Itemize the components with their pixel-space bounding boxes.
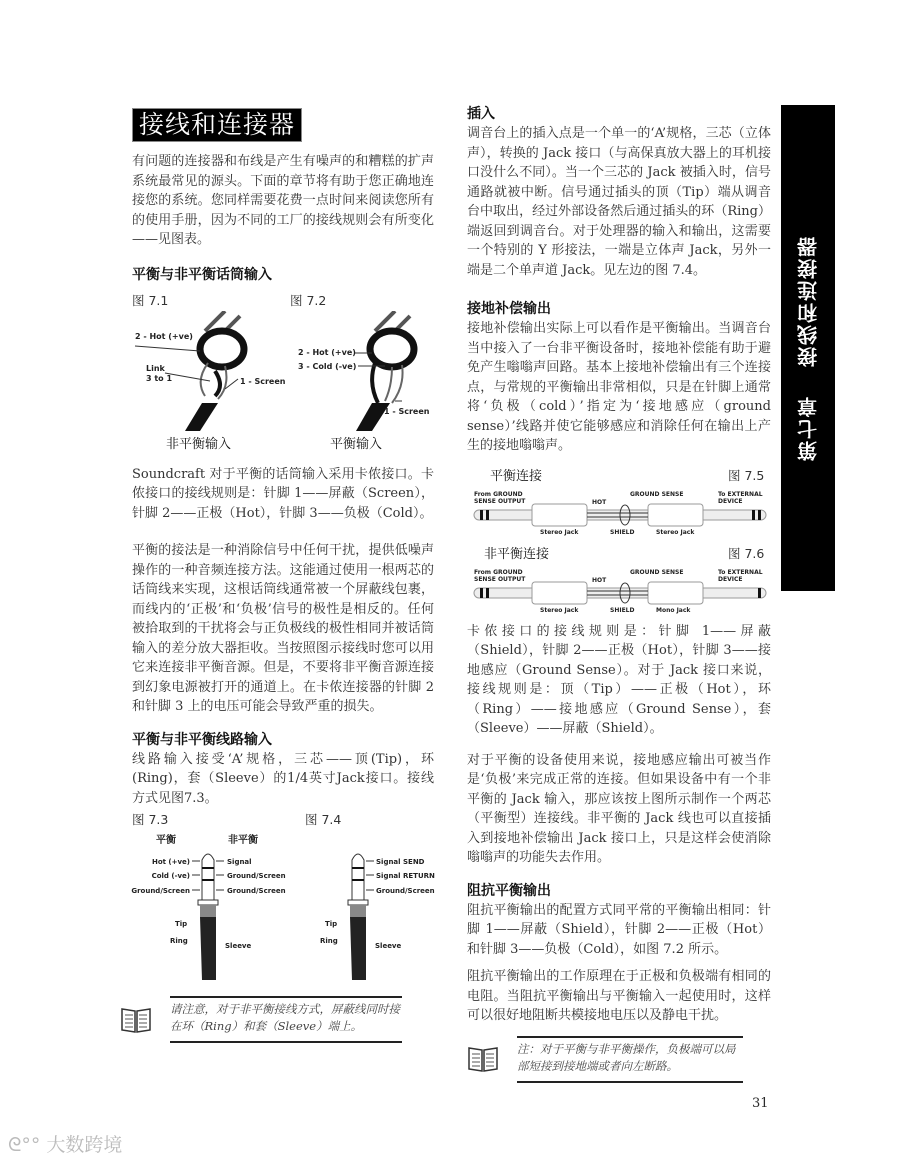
- svg-text:Cold (-ve): Cold (-ve): [151, 872, 190, 880]
- insert-heading: 插入: [467, 106, 495, 122]
- svg-text:Sleeve: Sleeve: [225, 942, 252, 950]
- svg-text:SENSE OUTPUT: SENSE OUTPUT: [474, 575, 526, 583]
- xlr-unbalanced-drawing: [135, 311, 286, 431]
- svg-text:Tip: Tip: [325, 920, 338, 928]
- svg-text:Ground/Screen: Ground/Screen: [131, 887, 190, 895]
- cable-diagram-7-5: [470, 488, 770, 538]
- fig-7-2-label: 图 7.2: [290, 292, 327, 308]
- svg-text:Signal RETURN: Signal RETURN: [376, 872, 435, 880]
- svg-text:DEVICE: DEVICE: [718, 575, 743, 583]
- svg-text:Stereo Jack: Stereo Jack: [540, 606, 579, 614]
- insert-paragraph: 调音台上的插入点是一个单一的‘A’规格，三芯（立体声），转换的 Jack 接口（与高保真放大器上的耳机接口没什么不同）。当一个三芯的 Jack 被插入时，信号通路就被中断。信号通过插头的顶（Tip）端从调音台中取出，经过外部设备然后通过插头的环（Ring）端返回到调音台。对于处理器的输入和输出，这需要一个特别的 Y 形接法，一端是立体声 Jack，另外一端是二个单声道 Jack。见左边的图 7.4。: [467, 126, 771, 278]
- mic-heading: 平衡与非平衡话筒输入: [132, 266, 272, 283]
- fig-7-2-caption: 平衡输入: [330, 436, 383, 452]
- svg-text:GROUND SENSE: GROUND SENSE: [630, 568, 684, 576]
- svg-text:1 - Screen: 1 - Screen: [384, 406, 430, 416]
- jack-figures-block: [132, 812, 434, 982]
- svg-text:2 - Hot (+ve): 2 - Hot (+ve): [135, 331, 193, 341]
- book-note-icon: [120, 1006, 152, 1034]
- intro-paragraph: 有问题的连接器和布线是产生有噪声的和糟糕的扩声系统最常见的源头。下面的章节将有助于您正确地连接您的系统。您同样需要花费一点时间来阅读您所有的使用手册，因为不同的工厂的接线规则会有所变化——见图表。: [132, 154, 434, 247]
- svg-text:To EXTERNAL: To EXTERNAL: [718, 490, 763, 498]
- svg-text:Ring: Ring: [170, 937, 188, 945]
- watermark-text: 大数跨境: [46, 1134, 123, 1156]
- impedance-paragraph-2: 阻抗平衡输出的工作原理在于正极和负极端有相同的电阻。当阻抗平衡输出与平衡输入一起使用时，这样可以很好地阻断共模接地电压以及静电干扰。: [467, 969, 771, 1023]
- svg-text:Link: Link: [146, 363, 165, 373]
- chapter-side-tab: [781, 105, 835, 591]
- svg-text:SHIELD: SHIELD: [610, 606, 635, 614]
- svg-text:SENSE OUTPUT: SENSE OUTPUT: [474, 497, 526, 505]
- watermark-logo-icon: ᘓ°°: [8, 1134, 47, 1156]
- svg-text:From GROUND: From GROUND: [474, 490, 523, 498]
- page-number: 31: [752, 1096, 769, 1111]
- fig-7-5-label: 图 7.5: [728, 467, 765, 483]
- mic-paragraph-1: Soundcraft 对于平衡的话筒输入采用卡侬接口。卡侬接口的接线规则是：针脚 1——屏蔽（Screen），针脚 2——正极（Hot），针脚 3——负极（Cold）。: [132, 466, 434, 521]
- ground-sense-heading: 接地补偿输出: [467, 301, 551, 317]
- jack-figures: [130, 830, 436, 980]
- page-title: 接线和连接器: [132, 108, 302, 142]
- svg-text:Ground/Screen: Ground/Screen: [227, 872, 286, 880]
- line-heading: 平衡与非平衡线路输入: [132, 731, 272, 748]
- unbalanced-connection-label: 非平衡连接: [484, 546, 550, 562]
- left-column: [132, 108, 434, 1043]
- fig-7-1-label: 图 7.1: [132, 292, 169, 308]
- svg-text:平衡: 平衡: [156, 835, 176, 846]
- note-left-row: [120, 996, 434, 1043]
- note-right: 注：对于平衡与非平衡操作，负极端可以局部短接到接地端或者向左断路。: [517, 1036, 743, 1083]
- svg-text:Hot (+ve): Hot (+ve): [151, 858, 190, 866]
- svg-text:Stereo Jack: Stereo Jack: [656, 528, 695, 536]
- fig-7-1-caption: 非平衡输入: [166, 436, 232, 452]
- mic-paragraph-2: 平衡的接法是一种消除信号中任何干扰，提供低噪声操作的一种音频连接方法。这能通过使用一根两芯的话筒线来实现，这根话筒线通常被一个屏蔽线包裹，而线内的‘正极’和‘负极’信号的极性是相反的。任何被拾取到的干扰将会与正负极线的极性相同并被话筒输入的差分放大器拒收。当按照图示接线时您可以用它来连接非平衡音源。但是，不要将非平衡音源连接到幻象电源被打开的通道上。在卡侬连接器的针脚 2 和针脚 3 上的电压可能会导致严重的损失。: [132, 543, 434, 714]
- note-left: 请注意，对于非平衡接线方式，屏蔽线同时接在环（Ring）和套（Sleeve）端上。: [170, 996, 402, 1043]
- right-column: [467, 105, 771, 1083]
- ground-sense-wiring-paragraph: 卡侬接口的接线规则是：针脚 1——屏蔽（Shield），针脚 2——正极（Hot），针脚 3——接地感应（Ground Sense）。对于 Jack 接口来说，接线规则是：顶（Tip）——正极（Hot），环（Ring）——接地感应（Ground Sense），套（Sleeve）——屏蔽（Shield）。: [467, 623, 771, 736]
- cable-diagram-7-6: [470, 566, 770, 616]
- svg-text:Ground/Screen: Ground/Screen: [376, 887, 435, 895]
- chapter-title: 接线和连接器: [796, 235, 821, 367]
- ground-sense-paragraph: 接地补偿输出实际上可以看作是平衡输出。当调音台当中接入了一台非平衡设备时，接地补偿能有助于避免产生嗡嗡声回路。基本上接地补偿输出有三个连接点，与常规的平衡输出非常相似，只是在针脚上通常将‘负极（cold）’指定为‘接地感应（ground sense）’线路并使它能够感应和消除任何在输出上产生的接地嗡嗡声。: [467, 321, 771, 453]
- svg-text:Mono Jack: Mono Jack: [656, 606, 691, 614]
- svg-text:3 to 1: 3 to 1: [146, 373, 173, 383]
- watermark: [8, 1130, 122, 1157]
- impedance-heading: 阻抗平衡输出: [467, 882, 551, 899]
- svg-text:3 - Cold (-ve): 3 - Cold (-ve): [298, 361, 357, 371]
- svg-text:非平衡: 非平衡: [228, 835, 258, 846]
- book-note-icon: [467, 1045, 499, 1073]
- jack-plug-7-4: [320, 854, 435, 980]
- chapter-number: 第七章: [796, 395, 821, 461]
- svg-text:Tip: Tip: [175, 920, 188, 928]
- svg-text:1 - Screen: 1 - Screen: [240, 376, 286, 386]
- svg-text:From GROUND: From GROUND: [474, 568, 523, 576]
- svg-text:SHIELD: SHIELD: [610, 528, 635, 536]
- svg-text:HOT: HOT: [592, 498, 607, 506]
- cable-diagrams: [467, 468, 771, 618]
- svg-text:To EXTERNAL: To EXTERNAL: [718, 568, 763, 576]
- fig-7-4-label: 图 7.4: [305, 812, 342, 827]
- fig-7-3-label: 图 7.3: [132, 812, 169, 827]
- svg-text:HOT: HOT: [592, 576, 607, 584]
- svg-text:Ground/Screen: Ground/Screen: [227, 887, 286, 895]
- svg-text:Sleeve: Sleeve: [375, 942, 402, 950]
- svg-text:Signal SEND: Signal SEND: [376, 858, 425, 866]
- impedance-paragraph-1: 阻抗平衡输出的配置方式同平常的平衡输出相同：针脚 1——屏蔽（Shield），针脚 2——正极（Hot）和针脚 3——负极（Cold），如图 7.2 所示。: [467, 902, 771, 957]
- note-right-row: [467, 1036, 771, 1083]
- mic-figures: [132, 293, 434, 455]
- balanced-connection-label: 平衡连接: [490, 468, 543, 484]
- svg-text:Ring: Ring: [320, 937, 338, 945]
- xlr-balanced-drawing: [298, 311, 430, 431]
- svg-text:DEVICE: DEVICE: [718, 497, 743, 505]
- line-paragraph: 线路输入接受‘A’规格，三芯——顶(Tip)，环(Ring)，套（Sleeve）的1/4英寸Jack接口。接线方式见图7.3。: [132, 751, 434, 806]
- svg-text:2 - Hot (+ve): 2 - Hot (+ve): [298, 347, 356, 357]
- fig-7-6-label: 图 7.6: [728, 545, 765, 561]
- svg-text:Stereo Jack: Stereo Jack: [540, 528, 579, 536]
- xlr-figures: [130, 311, 436, 436]
- svg-text:GROUND SENSE: GROUND SENSE: [630, 490, 684, 498]
- svg-text:Signal: Signal: [227, 858, 252, 866]
- ground-sense-usage-paragraph: 对于平衡的设备使用来说，接地感应输出可被当作是‘负极’来完成正常的连接。但如果设备中有一个非平衡的 Jack 输入，那应该按上图所示制作一个两芯（平衡型）连接线。非平衡的 Jack 线也可以直接插入到接地补偿输出 Jack 接口上，只是这样会使消除嗡嗡声的功能失去作用。: [467, 752, 771, 865]
- jack-plug-7-3: [131, 854, 285, 980]
